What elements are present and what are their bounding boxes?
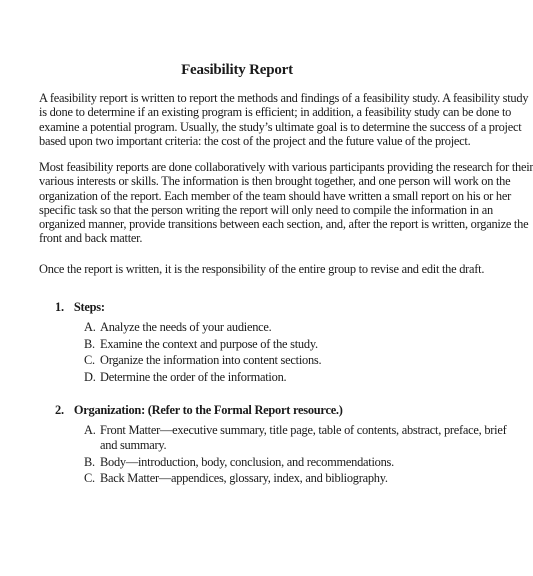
section-list — [84, 423, 507, 486]
paragraph-line: based upon two important criteria: the cost of the project and the future value of the project. — [39, 133, 471, 148]
section-heading-text: Steps: — [73, 300, 105, 314]
list-item — [84, 320, 455, 335]
list-item-text — [100, 353, 321, 368]
paragraph-line: organized manner, provide transitions between each section, and, after the report is written, organize the — [39, 217, 529, 232]
section-heading — [55, 300, 455, 315]
list-item-line: and summary. — [100, 438, 167, 452]
list-item-line: Body—introduction, body, conclusion, and recommendations. — [100, 454, 394, 469]
list-item-letter: A. — [84, 423, 96, 437]
paragraph-intro — [39, 91, 529, 148]
list-item-line: Organize the information into content sections. — [100, 353, 322, 367]
list-item-text — [100, 370, 286, 385]
document-title: Feasibility Report — [181, 62, 293, 78]
list-item — [84, 370, 455, 385]
list-item — [84, 337, 455, 352]
list-item-line: Examine the context and purpose of the study. — [100, 336, 318, 351]
list-item-text — [100, 337, 318, 352]
list-item-line: Front Matter—executive summary, title page, table of contents, abstract, preface, brief — [100, 423, 507, 437]
list-item — [84, 423, 507, 453]
paragraph-revision — [39, 262, 485, 276]
list-item — [84, 353, 455, 368]
paragraph-line: specific task so that the person writing the report will only need to compile the information in an — [39, 202, 493, 217]
list-item-text — [100, 320, 272, 335]
paragraph-line: is done to determine if an existing program is efficient; in addition, a feasibility study can be done to — [39, 105, 512, 120]
list-item-letter: C. — [84, 471, 95, 485]
list-item-letter: D. — [84, 369, 96, 384]
list-item-line: Determine the order of the information. — [100, 369, 287, 384]
list-item-text — [100, 423, 506, 453]
list-item-line: Back Matter—appendices, glossary, index, and bibliography. — [100, 471, 388, 485]
paragraph-line: examine a potential program. Usually, the study’s ultimate goal is to determine the success of a project — [39, 119, 522, 134]
section-organization — [55, 403, 507, 488]
paragraph-line: Most feasibility reports are done collaboratively with various participants providing the research for their — [39, 160, 533, 174]
section-list — [84, 320, 455, 385]
list-item-letter: A. — [84, 320, 96, 334]
list-item — [84, 471, 455, 486]
list-item-text — [100, 471, 388, 486]
paragraph-line: organization of the report. Each member of the team should have written a small report on his or her — [39, 188, 511, 203]
list-item-letter: C. — [84, 353, 95, 367]
paragraph-line: front and back matter. — [39, 231, 143, 246]
section-heading-text: Organization: (Refer to the Formal Report resource.) — [73, 403, 343, 417]
list-item-line: Analyze the needs of your audience. — [100, 320, 272, 334]
section-number: 2. — [55, 403, 64, 417]
section-number: 1. — [55, 300, 64, 314]
paragraph-collaboration — [39, 160, 533, 246]
section-heading — [55, 403, 455, 418]
paragraph-line: A feasibility report is written to report the methods and findings of a feasibility study. A feasibility study — [39, 91, 529, 105]
paragraph-line: Once the report is written, it is the responsibility of the entire group to revise and edit the draft. — [39, 262, 485, 276]
section-steps — [55, 300, 455, 386]
list-item-text — [100, 455, 394, 470]
paragraph-line: various interests or skills. The information is then brought together, and one person will work on the — [39, 174, 511, 189]
list-item — [84, 455, 455, 470]
list-item-letter: B. — [84, 454, 95, 469]
list-item-letter: B. — [84, 336, 95, 351]
